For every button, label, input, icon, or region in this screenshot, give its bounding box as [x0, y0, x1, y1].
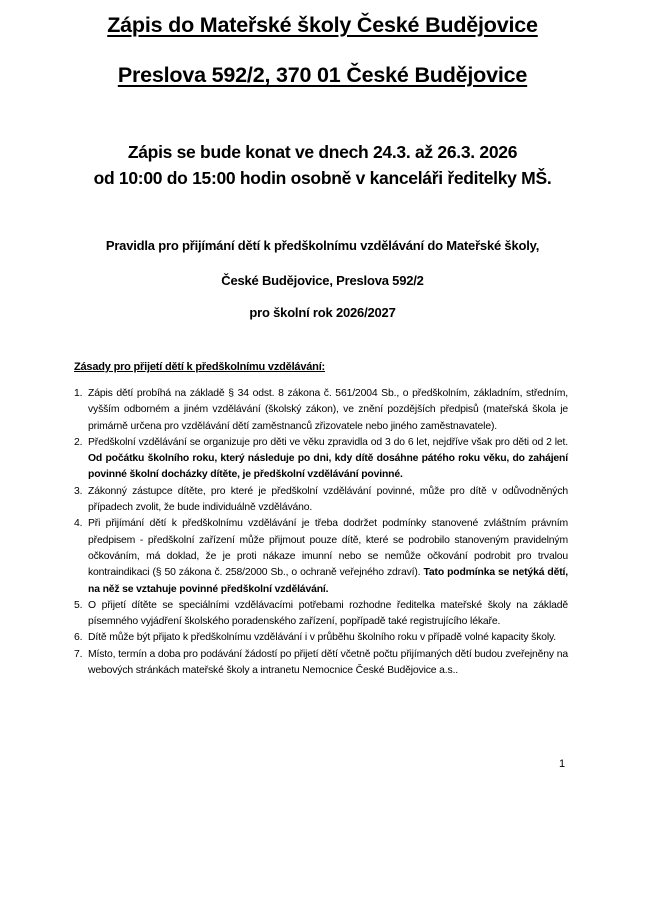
list-item-text: Dítě může být přijato k předškolnímu vzdělávání i v průběhu školního roku v případě volné kapacity školy.: [88, 632, 557, 644]
rules-list: [74, 386, 568, 679]
title-line-1: Zápis do Mateřské školy České Budějovice: [107, 13, 538, 37]
page-number: 1: [559, 758, 566, 770]
list-item-number: 4.: [74, 518, 83, 530]
list-item-bold-text: Tato podmínka se netýká dětí, na něž se vztahuje povinné předškolní vzdělávání.: [88, 567, 568, 595]
document-title: [0, 13, 645, 38]
enrollment-hours: od 10:00 do 15:00 hodin osobně v kanceláři ředitelky MŠ.: [93, 168, 552, 188]
list-item-text: Zápis dětí probíhá na základě § 34 odst. 8 zákona č. 561/2004 Sb., o předškolním, základním, středním, vyšším odborném a jiném vzdělávání (školský zákon), ve znění pozdějších předpisů (mateřská škola je primárně určena pro vzdělávání dětí zaměstnanců zřizovatele nebo jiného zaměstnavatele).: [88, 388, 568, 432]
list-item: [74, 630, 568, 646]
list-item-number: 5.: [74, 599, 83, 611]
rules-heading-line-1: Pravidla pro přijímání dětí k předškolnímu vzdělávání do Mateřské školy,: [105, 238, 540, 253]
list-item-number: 6.: [74, 632, 83, 644]
list-item: [74, 598, 568, 631]
list-item-bold-text: Od počátku školního roku, který následuje po dni, kdy dítě dosáhne pátého roku věku, do zahájení povinné školní docházky dítěte, je předškolní vzdělávání povinné.: [88, 453, 568, 481]
list-item: [74, 484, 568, 517]
list-item-number: 1.: [74, 388, 83, 399]
list-item-text: Předškolní vzdělávání se organizuje pro děti ve věku zpravidla od 3 do 6 let, nejdříve však pro děti od 2 let.: [88, 436, 568, 448]
list-item-number: 7.: [74, 648, 83, 660]
list-item: [74, 435, 568, 484]
list-item-text: Při přijímání dětí k předškolnímu vzdělávání je třeba dodržet podmínky stanovené zvláštním právním předpisem - předškolní zařízení může přijmout pouze dítě, které se podrobilo stanoveným pravidelným očkováním, má doklad, že je proti nákaze imunní nebo se nemůže očkování podrobit pro trvalou kontraindikaci (§ 50 zákona č. 258/2000 Sb., o ochraně veřejného zdraví).: [88, 518, 568, 579]
list-item-number: 3.: [74, 485, 83, 497]
list-item-text: Místo, termín a doba pro podávání žádostí po přijetí dětí včetně počtu přijímaných dětí budou zveřejněny na webových stránkách mateřské školy a intranetu Nemocnice České Budějovice a.s..: [88, 648, 568, 677]
list-item: [74, 386, 568, 435]
list-item: [74, 647, 568, 680]
rules-heading-line-3: pro školní rok 2026/2027: [249, 305, 396, 320]
rules-heading-line-2: České Budějovice, Preslova 592/2: [221, 273, 424, 288]
enrollment-dates: Zápis se bude konat ve dnech 24.3. až 26.3. 2026: [127, 142, 518, 162]
title-line-2: Preslova 592/2, 370 01 České Budějovice: [117, 63, 528, 87]
list-item-text: Zákonný zástupce dítěte, pro které je předškolní vzdělávání povinné, může pro dítě v odůvodněných případech zvolit, že bude individuálně vzděláváno.: [88, 485, 568, 514]
document-address: [0, 63, 645, 88]
list-item: [74, 516, 568, 597]
list-item-number: 2.: [74, 436, 83, 448]
list-item-text: O přijetí dítěte se speciálními vzdělávacími potřebami rozhodne ředitelka mateřské školy na základě písemného vyjádření školského poradenského zařízení, popřípadě také registrujícího lékaře.: [88, 599, 568, 628]
section-heading: Zásady pro přijetí dětí k předškolnímu vzdělávání:: [74, 361, 326, 373]
